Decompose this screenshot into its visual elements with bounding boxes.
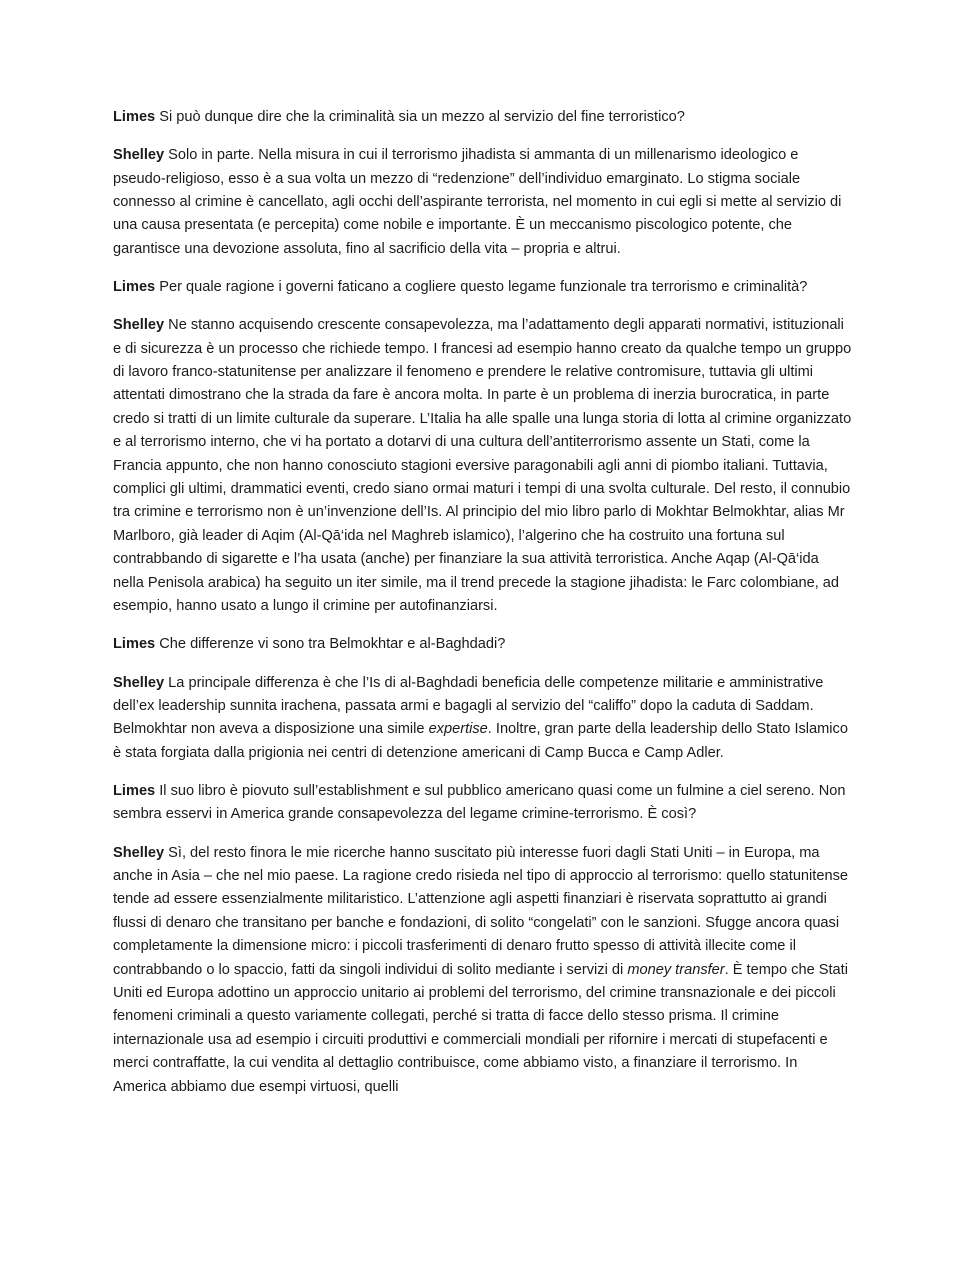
interview-paragraph [113, 106, 852, 129]
italic-term: money transfer [627, 961, 725, 978]
interview-paragraph [113, 144, 852, 261]
speaker-label: Limes [113, 109, 156, 125]
paragraph-text: Sì, del resto finora le mie ricerche hanno suscitato più interesse fuori dagli Stati Uniti – in Europa, ma anche in Asia – che nel mio paese. La ragione credo risieda nel tipo di approccio al terrorismo: quello statunitense tende ad essere essenzialmente militaristico. L’attenzione agli aspetti finanziari è riservata soprattutto ai grandi flussi di denaro che transitano per banche e fondazioni, di solito “congelati” con le sanzioni. Sfugge ancora quasi completamente la dimensione micro: i piccoli trasferimenti di denaro frutto spesso di attività illecite come il contrabbando o lo spaccio, fatti da singoli individui di solito mediante i servizi di [113, 844, 848, 978]
paragraph-text: . Inoltre, gran parte della leadership dello Stato Islamico è stata forgiata dalla prigionia nei centri di detenzione americani di Camp Bucca e Camp Adler. [113, 721, 848, 761]
speaker-label: Shelley [113, 674, 165, 691]
paragraph-text: Si può dunque dire che la criminalità sia un mezzo al servizio del fine terroristico? [155, 109, 685, 125]
paragraph-text: Il suo libro è piovuto sull’establishment e sul pubblico americano quasi come un fulmine a ciel sereno. Non sembra esservi in America grande consapevolezza del legame crimine-terrorismo. È così? [113, 782, 846, 823]
interview-paragraph [113, 314, 852, 618]
speaker-label: Limes [113, 636, 156, 653]
paragraph-text: Ne stanno acquisendo crescente consapevolezza, ma l’adattamento degli apparati normativi, istituzionali e di sicurezza è un processo che richiede tempo. I francesi ad esempio hanno creato da qualche tempo un gruppo di lavoro franco-statunitense per analizzare il fenomeno e prendere le relative contromisure, tuttavia gli ultimi attentati dimostrano che la strada da fare è ancora molta. In parte è un problema di inerzia burocratica, in parte credo si tratti di un limite culturale da superare. L’Italia ha alle spalle una lunga storia di lotta al crimine organizzato e al terrorismo interno, che vi ha portato a dotarvi di una cultura dell’antiterrorismo assente un Stati, come la Francia appunto, che non hanno conosciuto stagioni eversive paragonabili agli anni di piombo italiani. Tuttavia, complici gli ultimi, drammatici eventi, credo siano ormai maturi i tempi di una svolta culturale. Del resto, il connubio tra crimine e terrorismo non è un’invenzione dell’Is. Al principio del mio libro parlo di Mokhtar Belmokhtar, alias Mr Marlboro, già leader di Aqim (Al-Qā‘ida nel Maghreb islamico), l’algerino che ha costruito una fortuna sul contrabbando di sigarette e l’ha usata (anche) per finanziare la sua attività terroristica. Anche Aqap (Al-Qā‘ida nella Penisola arabica) ha seguito un iter simile, ma il trend precede la stagione jihadista: le Farc colombiane, ad esempio, hanno usato a lungo il crimine per autofinanziarsi. [113, 317, 852, 615]
paragraph-text: La principale differenza è che l’Is di al-Baghdadi beneficia delle competenze militarie e amministrative dell’ex leadership sunnita irachena, passata armi e bagagli al servizio del “califfo” dopo la caduta di Saddam. Belmokhtar non aveva a disposizione una simile [113, 674, 824, 738]
interview-paragraph [113, 842, 852, 1099]
speaker-label: Shelley [113, 317, 165, 334]
interview-paragraph [113, 633, 852, 656]
speaker-label: Limes [113, 782, 156, 799]
interview-paragraph [113, 672, 852, 766]
interview-paragraph [113, 276, 852, 299]
italic-term: expertise [428, 721, 488, 738]
speaker-label: Shelley [113, 844, 165, 861]
interview-paragraph [113, 780, 852, 827]
paragraph-text: Per quale ragione i governi faticano a cogliere questo legame funzionale tra terrorismo e criminalità? [155, 279, 808, 296]
speaker-label: Shelley [113, 147, 165, 164]
paragraph-text: Solo in parte. Nella misura in cui il terrorismo jihadista si ammanta di un millenarismo ideologico e pseudo-religioso, esso è a sua volta un mezzo di “redenzione” dell’individuo emarginato. Lo stigma sociale connesso al crimine è cancellato, agli occhi dell’aspirante terrorista, nel momento in cui egli si mette al servizio di una causa presentata (e percepita) come nobile e importante. È un meccanismo piscologico potente, che garantisce una devozione assoluta, fino al sacrificio della vita – propria e altrui. [113, 147, 842, 257]
speaker-label: Limes [113, 279, 156, 296]
paragraph-text: Che differenze vi sono tra Belmokhtar e al-Baghdadi? [155, 636, 506, 653]
paragraph-text: . È tempo che Stati Uniti ed Europa adottino un approccio unitario ai problemi del terrorismo, del crimine transnazionale e dei piccoli fenomeni criminali a questo variamente collegati, perché si tratta di facce dello stesso prisma. Il crimine internazionale usa ad esempio i circuiti produttivi e commerciali mondiali per rifornire i mercati di stupefacenti e merci contraffatte, la cui vendita al dettaglio contribuisce, come abbiamo visto, a finanziare il terrorismo. In America abbiamo due esempi virtuosi, quelli [113, 961, 848, 1095]
